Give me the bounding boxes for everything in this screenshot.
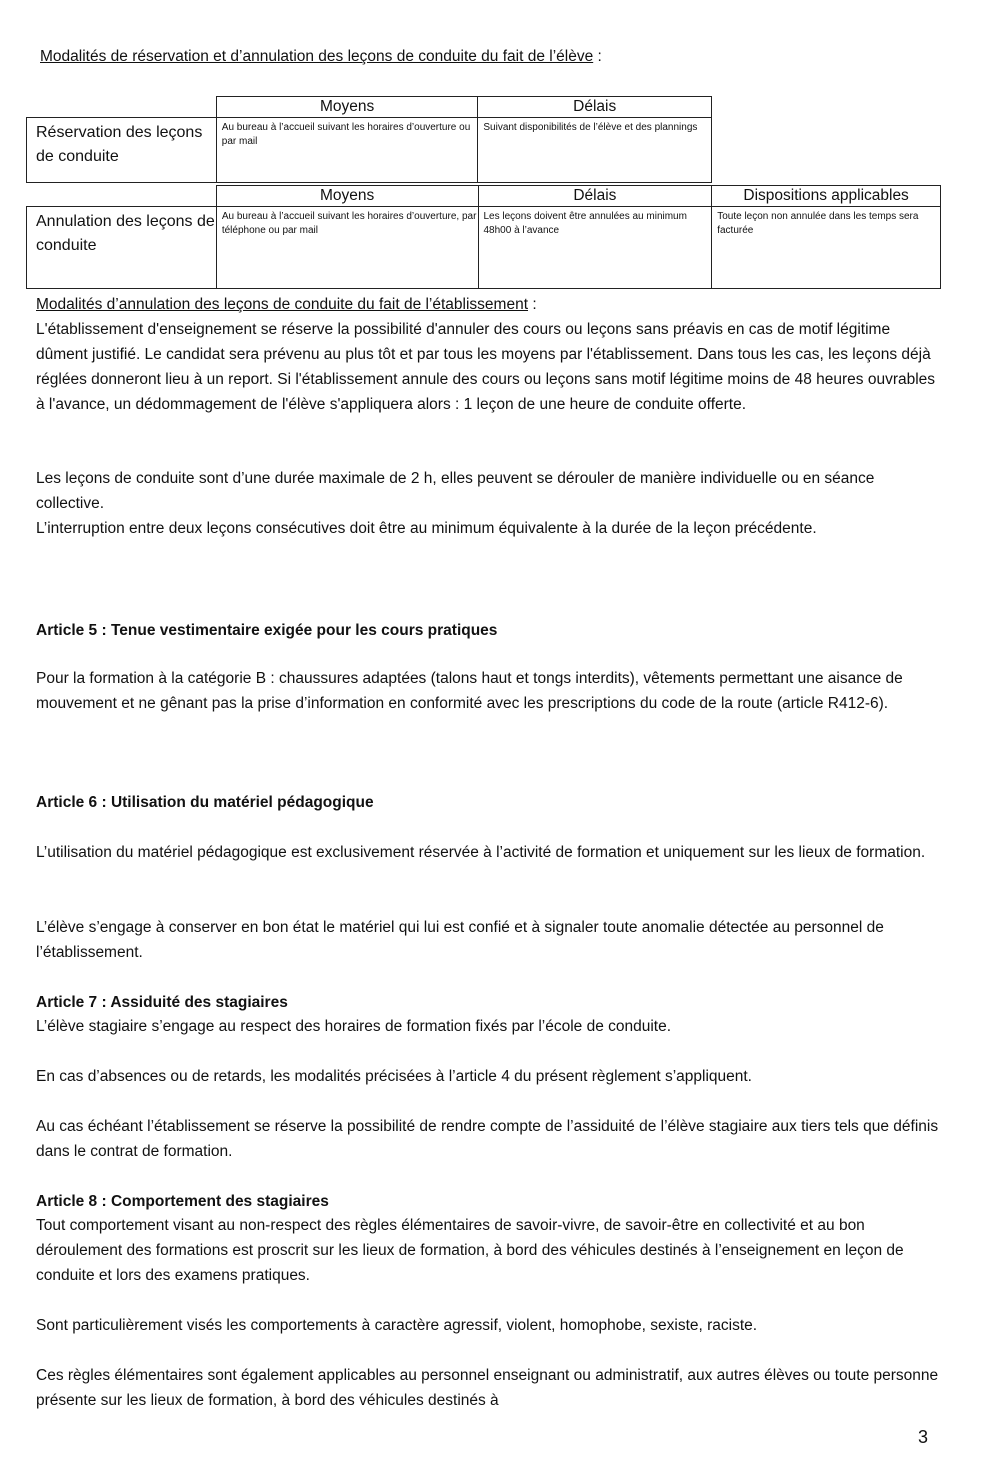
article6-title: Article 6 : Utilisation du matériel pédagogique [36, 794, 374, 811]
page-number: 3 [918, 1427, 929, 1447]
article8-title: Article 8 : Comportement des stagiaires [36, 1193, 329, 1210]
cell-reservation-moyens: Au bureau à l’accueil suivant les horaires d’ouverture ou par mail [216, 118, 478, 183]
heading-suffix: : [593, 48, 602, 65]
empty-corner-cell [27, 186, 217, 207]
header-moyens: Moyens [216, 186, 478, 207]
paragraph-duree-lecons: Les leçons de conduite sont d’une durée maximale de 2 h, elles peuvent se dérouler de manière individuelle ou en séance collective. [36, 470, 875, 512]
article5-title: Article 5 : Tenue vestimentaire exigée pour les cours pratiques [36, 622, 498, 639]
row-label-reservation: Réservation des leçons de conduite [27, 118, 217, 183]
article8-paragraph-3: Ces règles élémentaires sont également applicables au personnel enseignant ou administratif, aux autres élèves ou toute personne présente sur les lieux de formation, à bord des véhicules destinés à [36, 1367, 939, 1409]
header-delais: Délais [478, 97, 712, 118]
paragraph-annulation-etablissement: L'établissement d'enseignement se réserve la possibilité d'annuler des cours ou leçons sans préavis en cas de motif légitime dûment justifié. Le candidat sera prévenu au plus tôt et par tous les moyens par l'établissement. Dans tous les cas, les leçons déjà réglées donneront lieu à un report. Si l'établissement annule des cours ou leçons sans motif légitime moins de 48 heures ouvrables à l'avance, un dédommagement de l'élève s'appliquera alors : 1 leçon de une heure de conduite offerte. [36, 321, 936, 413]
section-heading-text: Modalités d’annulation des leçons de conduite du fait de l’établissement [36, 296, 529, 313]
heading-suffix: : [528, 296, 537, 313]
article6-paragraph-2: L’élève s’engage à conserver en bon état le matériel qui lui est confié et à signaler toute anomalie détectée au personnel de l’établissement. [36, 919, 884, 961]
article6-paragraph-1: L’utilisation du matériel pédagogique est exclusivement réservée à l’activité de formation et uniquement sur les lieux de formation. [36, 844, 926, 861]
article7-paragraph-3: Au cas échéant l’établissement se réserve la possibilité de rendre compte de l’assiduité de l’élève stagiaire aux tiers tels que définis dans le contrat de formation. [36, 1118, 939, 1160]
cell-reservation-delais: Suivant disponibilités de l’élève et des plannings [478, 118, 712, 183]
section-heading-reservation [40, 48, 602, 66]
section-heading-text: Modalités de réservation et d’annulation des leçons de conduite du fait de l’élève [40, 48, 594, 65]
article8-paragraph-1: Tout comportement visant au non-respect des règles élémentaires de savoir-vivre, de savoir-être en collectivité et au bon déroulement des formations est proscrit sur les lieux de formation, à bord des véhicules destinés à l’enseignement en leçon de conduite et lors des examens pratiques. [36, 1217, 904, 1284]
header-delais: Délais [478, 186, 712, 207]
cell-annulation-delais: Les leçons doivent être annulées au minimum 48h00 à l’avance [478, 207, 712, 289]
header-dispositions: Dispositions applicables [712, 186, 941, 207]
annulation-table [26, 185, 941, 289]
paragraph-interruption: L’interruption entre deux leçons consécutives doit être au minimum équivalente à la durée de la leçon précédente. [36, 520, 817, 537]
row-label-annulation: Annulation des leçons de conduite [27, 207, 217, 289]
cell-annulation-dispositions: Toute leçon non annulée dans les temps sera facturée [712, 207, 941, 289]
article7-title: Article 7 : Assiduité des stagiaires [36, 994, 288, 1011]
article7-paragraph-2: En cas d’absences ou de retards, les modalités précisées à l’article 4 du présent règlement s’appliquent. [36, 1068, 752, 1085]
reservation-table [26, 96, 712, 183]
article8-paragraph-2: Sont particulièrement visés les comportements à caractère agressif, violent, homophobe, sexiste, raciste. [36, 1317, 758, 1334]
section-heading-etablissement [36, 292, 946, 317]
empty-corner-cell [27, 97, 217, 118]
cell-annulation-moyens: Au bureau à l’accueil suivant les horaires d’ouverture, par téléphone ou par mail [216, 207, 478, 289]
article5-paragraph: Pour la formation à la catégorie B : chaussures adaptées (talons haut et tongs interdits), vêtements permettant une aisance de mouvement et ne gênant pas la prise d’information en conformité avec les prescriptions du code de la route (article R412-6). [36, 670, 903, 712]
header-moyens: Moyens [216, 97, 478, 118]
article7-paragraph-1: L’élève stagiaire s’engage au respect des horaires de formation fixés par l’école de conduite. [36, 1018, 672, 1035]
